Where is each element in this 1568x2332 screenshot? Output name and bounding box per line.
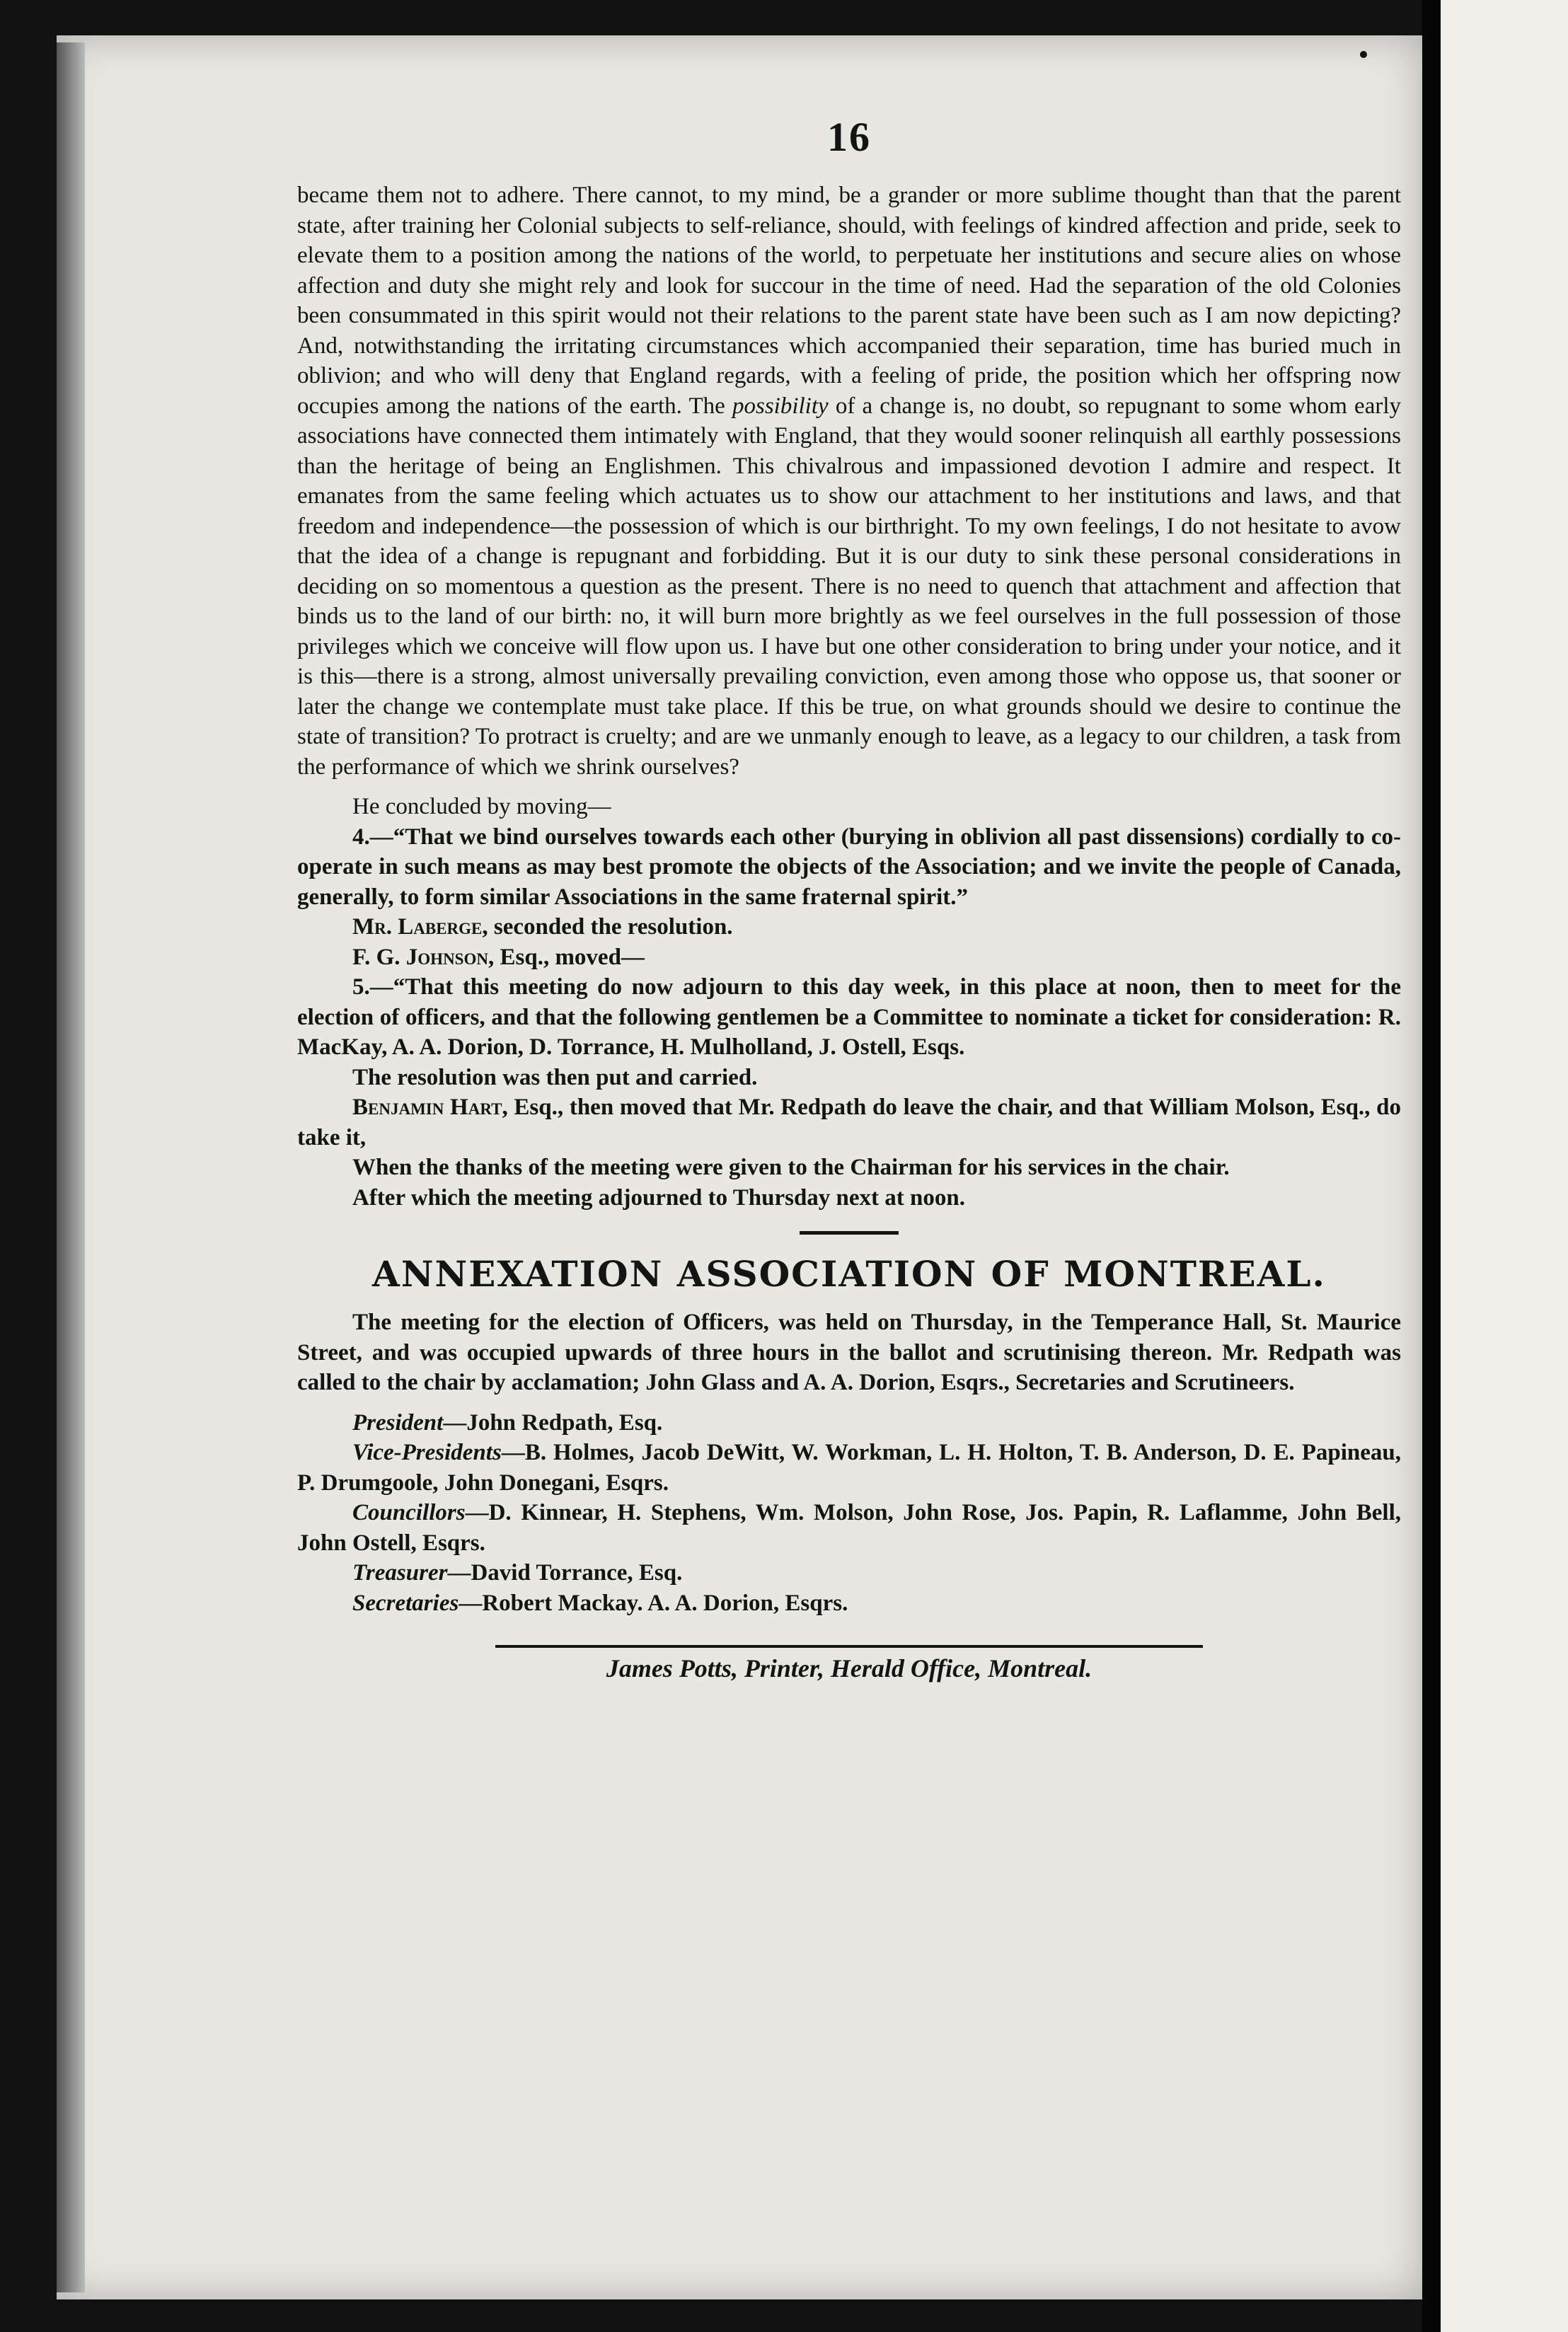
concluded-line: He concluded by moving— <box>352 794 611 819</box>
officer-role: President <box>352 1409 444 1436</box>
possibility-emphasis: possibility <box>732 393 829 419</box>
moved-line <box>297 942 1401 973</box>
hart-text: Esq., then moved that Mr. Redpath do leave the chair, and that William Molson, Esq., do take it, <box>297 1095 1401 1150</box>
seconded-text: seconded the resolution. <box>488 914 733 940</box>
officer-names: —Robert Mackay. A. A. Dorion, Esqrs. <box>459 1590 848 1616</box>
possibility-pre: The <box>688 393 732 419</box>
section-divider <box>800 1231 899 1235</box>
resolution-5: 5.—“That this meeting do now adjourn to this day week, in this place at noon, then to meet for the election of officers, and that the following gentlemen be a Committee to nominate a ticket for consideration: R. MacKay, A. A. Dorion, D. Torrance, H. Mulholland, J. Ostell, Esqs. <box>297 974 1401 1060</box>
page-number: 16 <box>827 114 871 160</box>
resolution-carried: The resolution was then put and carried. <box>352 1064 758 1090</box>
officer-line <box>297 1558 1401 1588</box>
officer-role: Vice-Presidents <box>352 1440 502 1465</box>
officer-role: Treasurer <box>352 1560 448 1586</box>
seconder-name: Mr. Laberge, <box>352 914 488 940</box>
officer-names: —D. Kinnear, H. Stephens, Wm. Molson, John Rose, Jos. Papin, R. Laflamme, John Bell, John Ostell, Esqrs. <box>297 1500 1401 1556</box>
officer-line <box>297 1588 1401 1619</box>
adjacent-page-strip <box>1441 0 1568 2332</box>
officer-names: —David Torrance, Esq. <box>447 1560 683 1586</box>
officer-line <box>297 1408 1401 1438</box>
moved-text: Esq., moved— <box>494 944 645 970</box>
association-heading: ANNEXATION ASSOCIATION OF MONTREAL. <box>372 1253 1326 1295</box>
possibility-post: of a change is, no doubt, so repugnant to some whom early associations have connected them intimately with England, that they would sooner relinquish all earthly possessions than the heritage of being an Englishmen. This chivalrous and impassioned devotion I admire and respect. It emanates from the same feeling which actuates us to show our attachment to her institutions and laws, and that freedom and independence—the possession of which is our birthright. To my own feelings, I do not hesitate to avow that the idea of a change is repugnant and forbidding. But it is our duty to sink these personal considerations in deciding on so momentous a question as the present. There is no need to quench that attachment and affection that binds us to the land of our birth: no, it will burn more brightly as we feel ourselves in the full possession of those privileges which we conceive will flow upon us. I have but one other consideration to bring under your notice, and it is this—there is a strong, almost universally prevailing conviction, even among those who oppose us, that sooner or later the change we contemplate must take place. If this be true, on what grounds should we desire to continue the state of transition? To protract is cruelty; and are we unmanly enough to leave, as a legacy to our children, a task from the performance of which we shrink ourselves? <box>297 393 1402 780</box>
hart-motion <box>297 1092 1401 1153</box>
resolution-4: 4.—“That we bind ourselves towards each other (burying in oblivion all past dissensions) cordially to co-operate in such means as may best promote the objects of the Association; and we invite the people of Canada, generally, to form similar Associations in the same fraternal spirit.” <box>297 824 1401 910</box>
imprint-rule <box>495 1645 1203 1648</box>
officer-role: Councillors <box>352 1500 466 1525</box>
officer-line <box>297 1498 1401 1558</box>
officer-line <box>297 1438 1401 1498</box>
officer-names: —B. Holmes, Jacob DeWitt, W. Workman, L. H. Holton, T. B. Anderson, D. E. Papineau, P. Drumgoole, John Donegani, Esqrs. <box>297 1440 1401 1496</box>
page-binding-edge <box>57 42 85 2292</box>
hart-name: Benjamin Hart, <box>352 1095 508 1120</box>
scan-gutter <box>1422 0 1441 2332</box>
meeting-report: The meeting for the election of Officers, was held on Thursday, in the Temperance Hall, St. Maurice Street, and was occupied upwards of three hours in the ballot and scrutinising thereon. Mr. Redpath was called to the chair by acclamation; John Glass and A. A. Dorion, Esqrs., Secretaries and Scrutineers. <box>297 1310 1401 1395</box>
officer-list <box>297 1408 1401 1619</box>
continuation-paragraph <box>297 180 1401 782</box>
mover-name: F. G. Johnson, <box>352 944 495 970</box>
printer-imprint: James Potts, Printer, Herald Office, Montreal. <box>606 1654 1093 1682</box>
officer-role: Secretaries <box>352 1590 459 1616</box>
officer-names: —John Redpath, Esq. <box>443 1409 663 1436</box>
continuation-text: became them not to adhere. There cannot, to my mind, be a grander or more sublime thought than that the parent state, after training her Colonial subjects to self-reliance, should, with feelings of kindred affection and pride, seek to elevate them to a position among the nations of the world, to perpetuate her institutions and secure alies on whose affection and duty she might rely and look for succour in the time of need. Had the separation of the old Colonies been consummated in this spirit would not their relations to the parent state have been such as I am now depicting? And, notwithstanding the irritating circumstances which accompanied their separation, time has buried much in oblivion; and who will deny that England regards, with a feeling of pride, the position which her offspring now occupies among the nations of the earth. <box>297 183 1401 419</box>
seconded-line <box>297 912 1401 942</box>
ink-spot <box>1360 51 1367 58</box>
thanks-line: When the thanks of the meeting were given to the Chairman for his services in the chair. <box>352 1155 1230 1180</box>
page-content <box>297 113 1401 1683</box>
adjourned-line: After which the meeting adjourned to Thursday next at noon. <box>352 1184 965 1211</box>
